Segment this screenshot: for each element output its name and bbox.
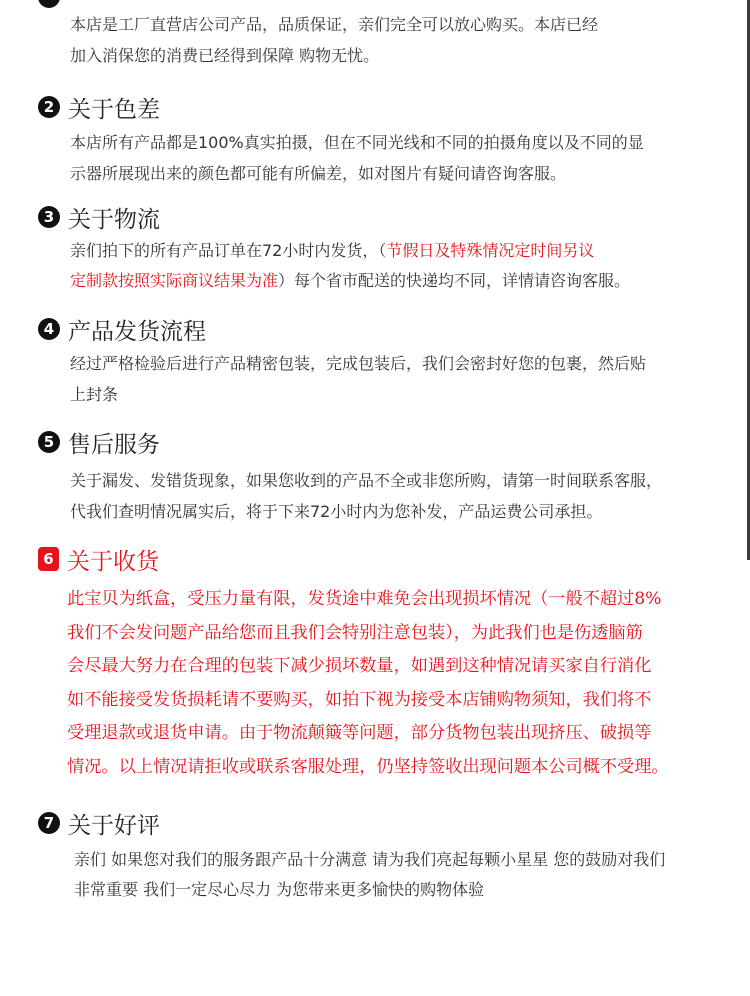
section-title: 关于物流 xyxy=(68,206,160,233)
section-line: 示器所展现出来的颜色都可能有所偏差，如对图片有疑问请咨询客服。 xyxy=(70,164,567,183)
section-number-icon: 5 xyxy=(38,431,60,453)
section-line: 情况。以上情况请拒收或联系客服处理，仍坚持签收出现问题本公司概不受理。 xyxy=(67,757,669,777)
section-line: 本店所有产品都是100%真实拍摄，但在不同光线和不同的拍摄角度以及不同的显 xyxy=(70,133,644,152)
section-title: 关于好评 xyxy=(68,812,160,839)
section-line xyxy=(70,238,594,261)
section-line: 本店是工厂直营店公司产品，品质保证，亲们完全可以放心购买。本店已经 xyxy=(70,15,599,34)
section-line: 上封条 xyxy=(70,385,119,404)
section-heading xyxy=(38,544,159,574)
section-heading xyxy=(38,92,160,122)
section-line: 加入消保您的消费已经得到保障 购物无忧。 xyxy=(70,46,380,65)
section-heading xyxy=(38,427,160,457)
section-number-icon: 4 xyxy=(38,318,60,340)
section-line: 代我们查明情况属实后，将于下来72小时内为您补发，产品运费公司承担。 xyxy=(70,502,603,521)
section-line: 此宝贝为纸盒，受压力量有限，发货途中难免会出现损坏情况（一般不超过8% xyxy=(67,589,662,609)
section-number-icon: 3 xyxy=(38,206,60,228)
section-line: 我们不会发问题产品给您而且我们会特别注意包装），为此我们也是伤透脑筋 xyxy=(67,623,643,643)
section-title: 关于收货 xyxy=(67,548,159,575)
line-text: ）每个省市配送的快递均不同，详情请咨询客服。 xyxy=(278,271,631,290)
section-line xyxy=(70,268,630,291)
section-line: 关于漏发、发错货现象，如果您收到的产品不全或非您所购，请第一时间联系客服， xyxy=(70,471,663,490)
line-text: 亲们拍下的所有产品订单在72小时内发货，（ xyxy=(70,241,387,260)
section-line: 受理退款或退货申请。由于物流颠簸等问题，部分货物包装出现挤压、破损等 xyxy=(67,723,652,743)
highlight-text: 定制款按照实际商议结果为准 xyxy=(70,271,279,290)
highlight-text: 节假日及特殊情况定时间另议 xyxy=(386,241,595,260)
section-heading xyxy=(38,202,160,232)
section-title: 关于色差 xyxy=(68,96,160,123)
section-line: 如不能接受发货损耗请不要购买，如拍下视为接受本店铺购物须知，我们将不 xyxy=(67,690,652,710)
section-line: 经过严格检验后进行产品精密包装，完成包装后，我们会密封好您的包裹，然后贴 xyxy=(70,354,647,373)
section-number-icon: 2 xyxy=(38,96,60,118)
section-line: 亲们 如果您对我们的服务跟产品十分满意 请为我们亮起每颗小星星 您的鼓励对我们 xyxy=(74,850,666,869)
section-title: 售后服务 xyxy=(68,431,160,458)
section-heading xyxy=(38,314,206,344)
section-line: 非常重要 我们一定尽心尽力 为您带来更多愉快的购物体验 xyxy=(74,880,485,899)
section-number-icon: 7 xyxy=(38,812,60,834)
section-title: 产品发货流程 xyxy=(68,318,206,345)
section-number-icon xyxy=(38,0,60,8)
section-heading xyxy=(38,808,160,838)
section-number-icon: 6 xyxy=(38,547,59,571)
section-line: 会尽最大努力在合理的包装下减少损坏数量，如遇到这种情况请买家自行消化 xyxy=(67,656,652,676)
